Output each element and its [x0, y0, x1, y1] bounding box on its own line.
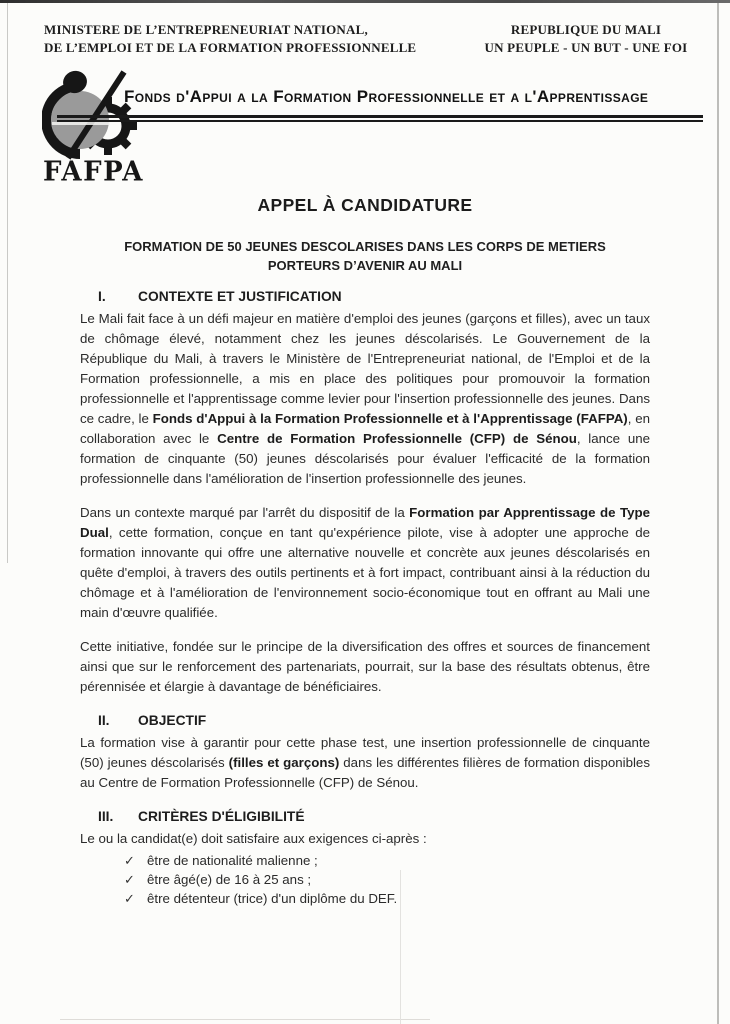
- republic-header: [466, 21, 706, 56]
- checkmark-icon: ✓: [124, 891, 135, 906]
- scan-edge-bottom: [60, 1019, 430, 1020]
- fafpa-wordmark: FAFPA: [43, 156, 144, 188]
- list-item: [124, 870, 650, 889]
- ministry-header: [44, 21, 436, 56]
- bold-run-filles-garcons: (filles et garçons): [228, 755, 340, 770]
- section-heading-objectif: [98, 711, 650, 731]
- scan-edge-left: [7, 3, 8, 563]
- text-run: Dans un contexte marqué par l'arrêt du dispositif de la: [80, 505, 410, 520]
- banner-title: Fonds d'Appui a la Formation Professionnelle et a l'Apprentissage: [124, 87, 649, 106]
- section-number: II.: [98, 713, 110, 728]
- text-run: Le Mali fait face à un défi majeur en matière d'emploi des jeunes (garçons et filles), avec un taux de chômage élevé, notamment chez les jeunes déscolarisés. Le Gouvernement de la République du Mali, à travers le Ministère de l'Entrepreneuriat national, de l'Emploi et de la Formation professionnelle, a mis en place des politiques pour promouvoir la formation professionnelle et l'apprentissage comme levier pour l'insertion professionnelle des jeunes. Dans ce cadre, le: [80, 311, 650, 426]
- bold-run-dual: Formation par Apprentissage de Type Dual: [80, 505, 650, 540]
- criteria-text: être âgé(e) de 16 à 25 ans ;: [147, 872, 312, 887]
- section-heading-criteres: [98, 807, 650, 827]
- list-item: [124, 851, 650, 870]
- text-run: , lance une formation de cinquante (50) jeunes déscolarisés pour évaluer l'efficacité de la formation professionnelle dans l'amélioration de l'insertion professionnelle des jeunes.: [80, 431, 651, 486]
- text-run: , cette formation, conçue en tant qu'expérience pilote, vise à adopter une approche de formation innovante qui offre une alternative nouvelle et concrète aux jeunes déscolarisés en quête d'emploi, à travers des outils pertinents et à fort impact, contribuant ainsi à la réduction du chômage et à l'amélioration de l'environnement socio-économique tout en offrant au Mali une main d'œuvre qualifiée.: [80, 525, 650, 620]
- context-paragraph-3: Cette initiative, fondée sur le principe de la diversification des offres et sources de financement ainsi que sur le renforcement des partenariats, pourrait, sur la base des résultats obtenus, être pérennisée et élargie à davantage de bénéficiaires.: [80, 639, 650, 694]
- section-number: III.: [98, 809, 114, 824]
- text-run: La formation vise à garantir pour cette phase test, une insertion professionnelle de cinquante (50) jeunes déscolarisés: [80, 735, 650, 770]
- context-paragraph-1: [80, 309, 650, 489]
- banner-rule-thin: [57, 120, 703, 122]
- republic-line-1: REPUBLIQUE DU MALI: [510, 22, 662, 37]
- text-run: dans les différentes filières de formation disponibles au Centre de Formation Professionnelle (CFP) de Sénou.: [80, 755, 650, 790]
- criteres-intro: Le ou la candidat(e) doit satisfaire aux exigences ci-après :: [80, 831, 427, 846]
- list-item: [124, 889, 650, 908]
- banner-rule-thick: [57, 115, 703, 118]
- section-heading-context: [98, 287, 650, 307]
- section-label: OBJECTIF: [138, 713, 207, 728]
- ministry-line-1: MINISTERE DE L’ENTREPRENEURIAT NATIONAL,: [44, 22, 368, 37]
- criteres-list: [80, 851, 650, 908]
- bold-run-fafpa: Fonds d'Appui à la Formation Professionnelle et à l'Apprentissage (FAFPA): [152, 411, 628, 426]
- republic-line-2: UN PEUPLE - UN BUT - UNE FOI: [484, 39, 688, 55]
- section-label: CRITÈRES D'ÉLIGIBILITÉ: [138, 809, 305, 824]
- objectif-paragraph: [80, 733, 650, 793]
- text-run: , en collaboration avec le: [80, 411, 650, 446]
- section-number: I.: [98, 289, 106, 304]
- ministry-line-2: DE L’EMPLOI ET DE LA FORMATION PROFESSIONNELLE: [44, 39, 417, 55]
- criteria-text: être détenteur (trice) d'un diplôme du DEF.: [147, 891, 398, 906]
- section-label: CONTEXTE ET JUSTIFICATION: [138, 289, 342, 304]
- criteria-text: être de nationalité malienne ;: [147, 853, 318, 868]
- checkmark-icon: ✓: [124, 853, 135, 868]
- bold-run-cfp: Centre de Formation Professionnelle (CFP) de Sénou: [217, 431, 577, 446]
- scan-edge-right: [717, 3, 719, 1024]
- scan-edge-top: [0, 0, 730, 3]
- checkmark-icon: ✓: [124, 872, 135, 887]
- document-body: [80, 287, 650, 908]
- document-title: APPEL À CANDIDATURE: [257, 195, 473, 215]
- context-paragraph-2: [80, 503, 650, 623]
- document-subtitle: FORMATION DE 50 JEUNES DESCOLARISES DANS LES CORPS DE METIERS PORTEURS D’AVENIR AU MALI: [124, 239, 606, 273]
